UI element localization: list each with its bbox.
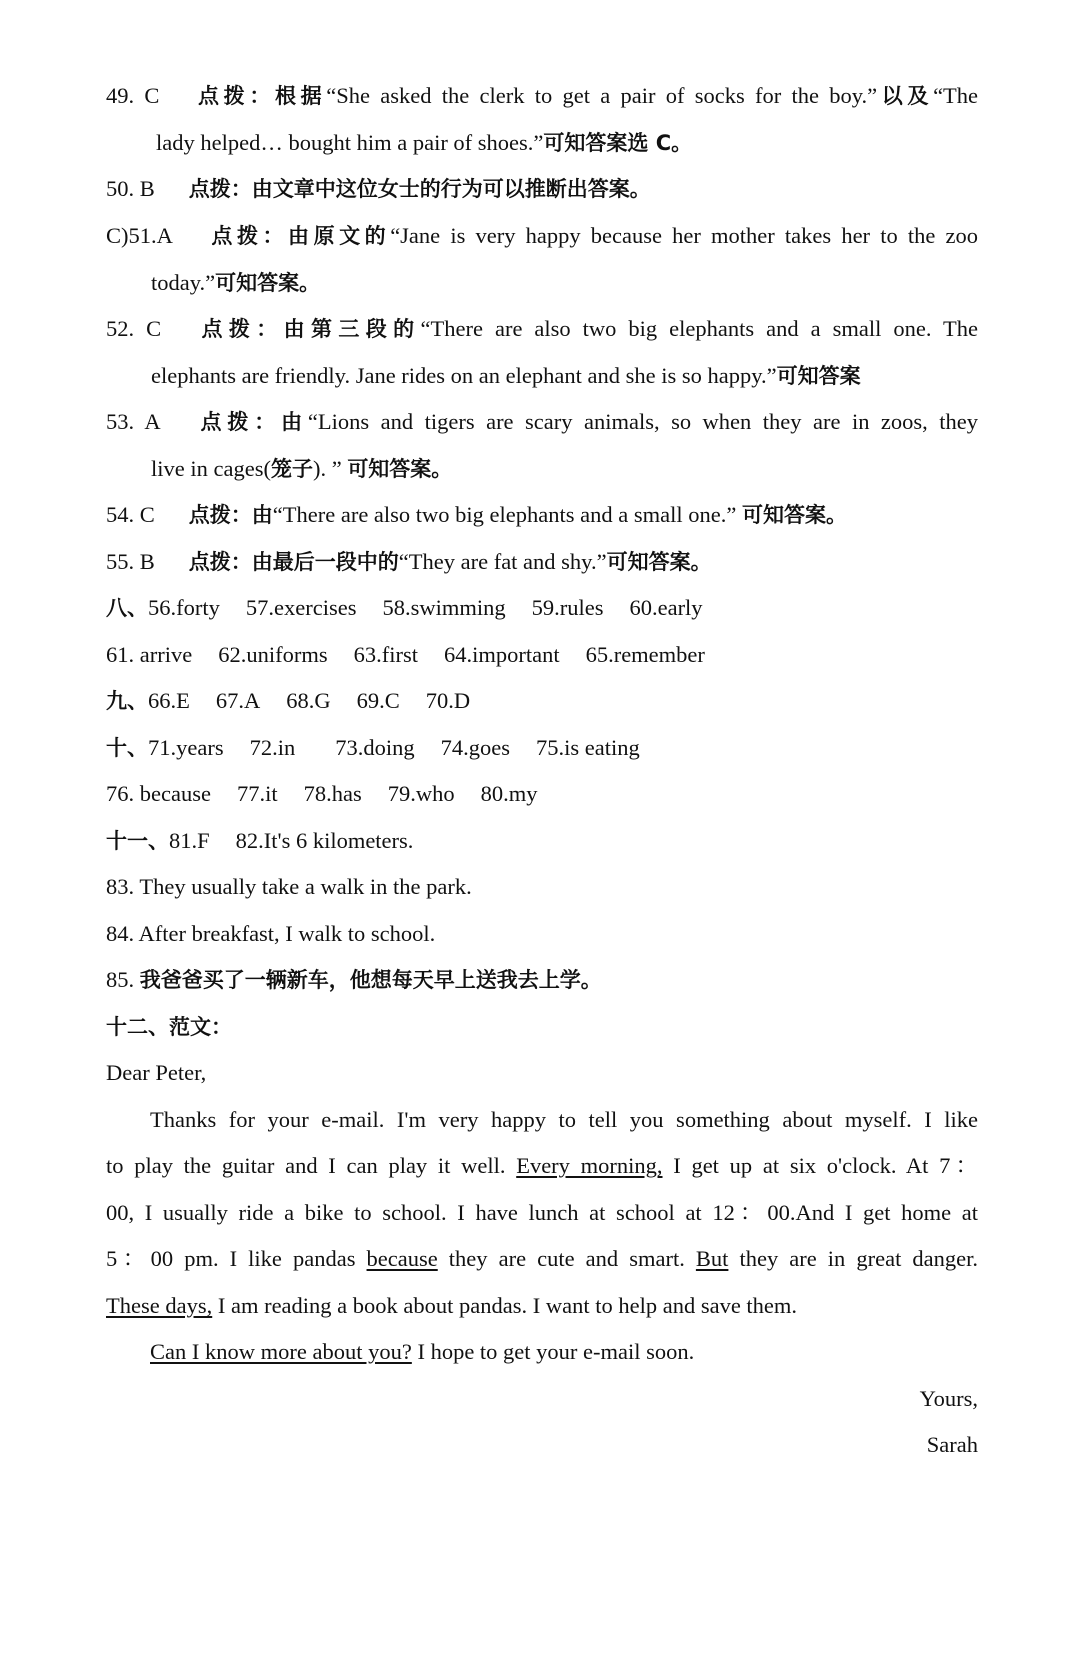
answer-83: 83. They usually take a walk in the park. [106,874,472,899]
letter-line-2: to play the guitar and I can play it well. Every morning, I get up at six o'clock. At 7： [106,1153,978,1178]
explanation-55: 55. B 点拨：由最后一段中的“They are fat and shy.”可知答案。 [106,549,712,574]
letter-greeting: Dear Peter, [106,1060,207,1085]
explanation-51: C)51.A 点拨：由原文的“Jane is very happy because her mother takes her to the zoo [106,223,979,248]
explanation-52-cont: elephants are friendly. Jane rides on an elephant and she is so happy.”可知答案 [151,363,861,388]
section-10-row-1: 十、71.years 72.in 73.doing 74.goes 75.is eating [106,735,640,760]
letter-closing: Yours, [919,1386,978,1411]
section-8-row-1: 八、56.forty 57.exercises 58.swimming 59.rules 60.early [106,595,703,620]
letter-line-3: 00, I usually ride a bike to school. I have lunch at school at 12：00.And I get home at [106,1200,978,1225]
explanation-52: 52. C 点拨：由第三段的“There are also two big elephants and a small one. The [106,316,979,341]
explanation-49-cont: lady helped… bought him a pair of shoes.”可知答案选 C。 [156,130,693,155]
letter-line-6: Can I know more about you? I hope to get your e-mail soon. [150,1339,695,1364]
letter-line-1: Thanks for your e-mail. I'm very happy to tell you something about myself. I like [150,1107,978,1132]
explanation-49: 49. C 点拨：根据“She asked the clerk to get a pair of socks for the boy.”以及“The [106,83,979,108]
answer-84: 84. After breakfast, I walk to school. [106,921,436,946]
explanation-50: 50. B 点拨：由文章中这位女士的行为可以推断出答案。 [106,176,651,201]
section-11-row: 十一、81.F 82.It's 6 kilometers. [106,828,414,853]
section-10-row-2: 76. because 77.it 78.has 79.who 80.my [106,781,538,806]
section-12-heading: 十二、范文： [106,1015,232,1039]
explanation-54: 54. C 点拨：由“There are also two big elephants and a small one.” 可知答案。 [106,502,847,527]
section-9-row: 九、66.E 67.A 68.G 69.C 70.D [106,688,471,713]
explanation-53: 53. A 点拨：由“Lions and tigers are scary animals, so when they are in zoos, they [106,409,979,434]
explanation-53-cont: live in cages(笼子). ” 可知答案。 [151,456,453,481]
letter-signature: Sarah [926,1432,978,1457]
letter-line-4: 5：00 pm. I like pandas because they are cute and smart. But they are in great danger. [106,1246,978,1271]
letter-line-5: These days, I am reading a book about pandas. I want to help and save them. [106,1293,798,1318]
answer-85: 85. 我爸爸买了一辆新车，他想每天早上送我去上学。 [106,967,602,992]
section-8-row-2: 61. arrive 62.uniforms 63.first 64.important 65.remember [106,642,705,667]
explanation-51-cont: today.”可知答案。 [151,270,321,295]
